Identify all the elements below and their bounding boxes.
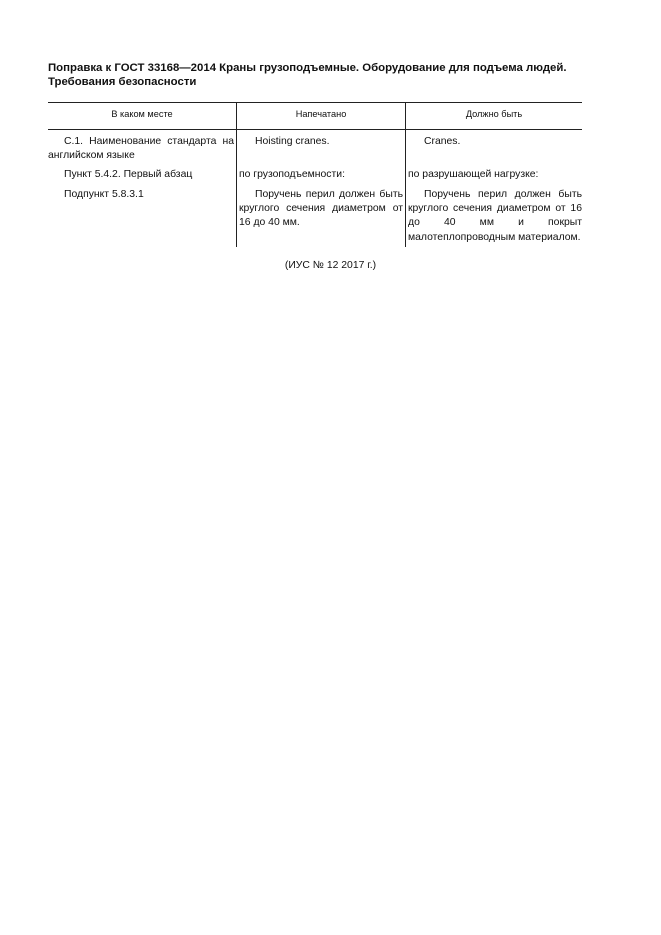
corrections-table bbox=[48, 102, 582, 247]
row1-place: С.1. Наименование стандарта на английском языке bbox=[48, 136, 234, 162]
header-printed: Напечатано bbox=[295, 109, 347, 119]
row2-printed: по грузоподъемности: bbox=[239, 169, 345, 180]
row3-place: Подпункт 5.8.3.1 bbox=[64, 189, 144, 200]
row2-place: Пункт 5.4.2. Первый абзац bbox=[64, 169, 193, 180]
table-column-divider-1 bbox=[236, 102, 237, 247]
row1-printed: Hoisting cranes. bbox=[255, 136, 330, 147]
row3-should-be: Поручень перил должен быть круглого сечения диаметром от 16 до 40 мм и покрыт малотеплопроводным материалом. bbox=[408, 189, 582, 243]
table-header-rule bbox=[48, 129, 582, 130]
header-place: В каком месте bbox=[111, 109, 173, 119]
footer-text: (ИУС № 12 2017 г.) bbox=[284, 260, 377, 271]
row3-printed: Поручень перил должен быть круглого сечения диаметром от 16 до 40 мм. bbox=[239, 189, 403, 229]
document-title: Поправка к ГОСТ 33168—2014 Краны грузоподъемные. Оборудование для подъема людей. Требования безопасности bbox=[48, 62, 567, 88]
table-top-rule bbox=[48, 102, 582, 103]
row2-should-be: по разрушающей нагрузке: bbox=[408, 169, 539, 180]
header-should-be: Должно быть bbox=[465, 109, 523, 119]
row1-should-be: Cranes. bbox=[424, 136, 461, 147]
table-column-divider-2 bbox=[405, 102, 406, 247]
footer-note bbox=[0, 259, 661, 273]
